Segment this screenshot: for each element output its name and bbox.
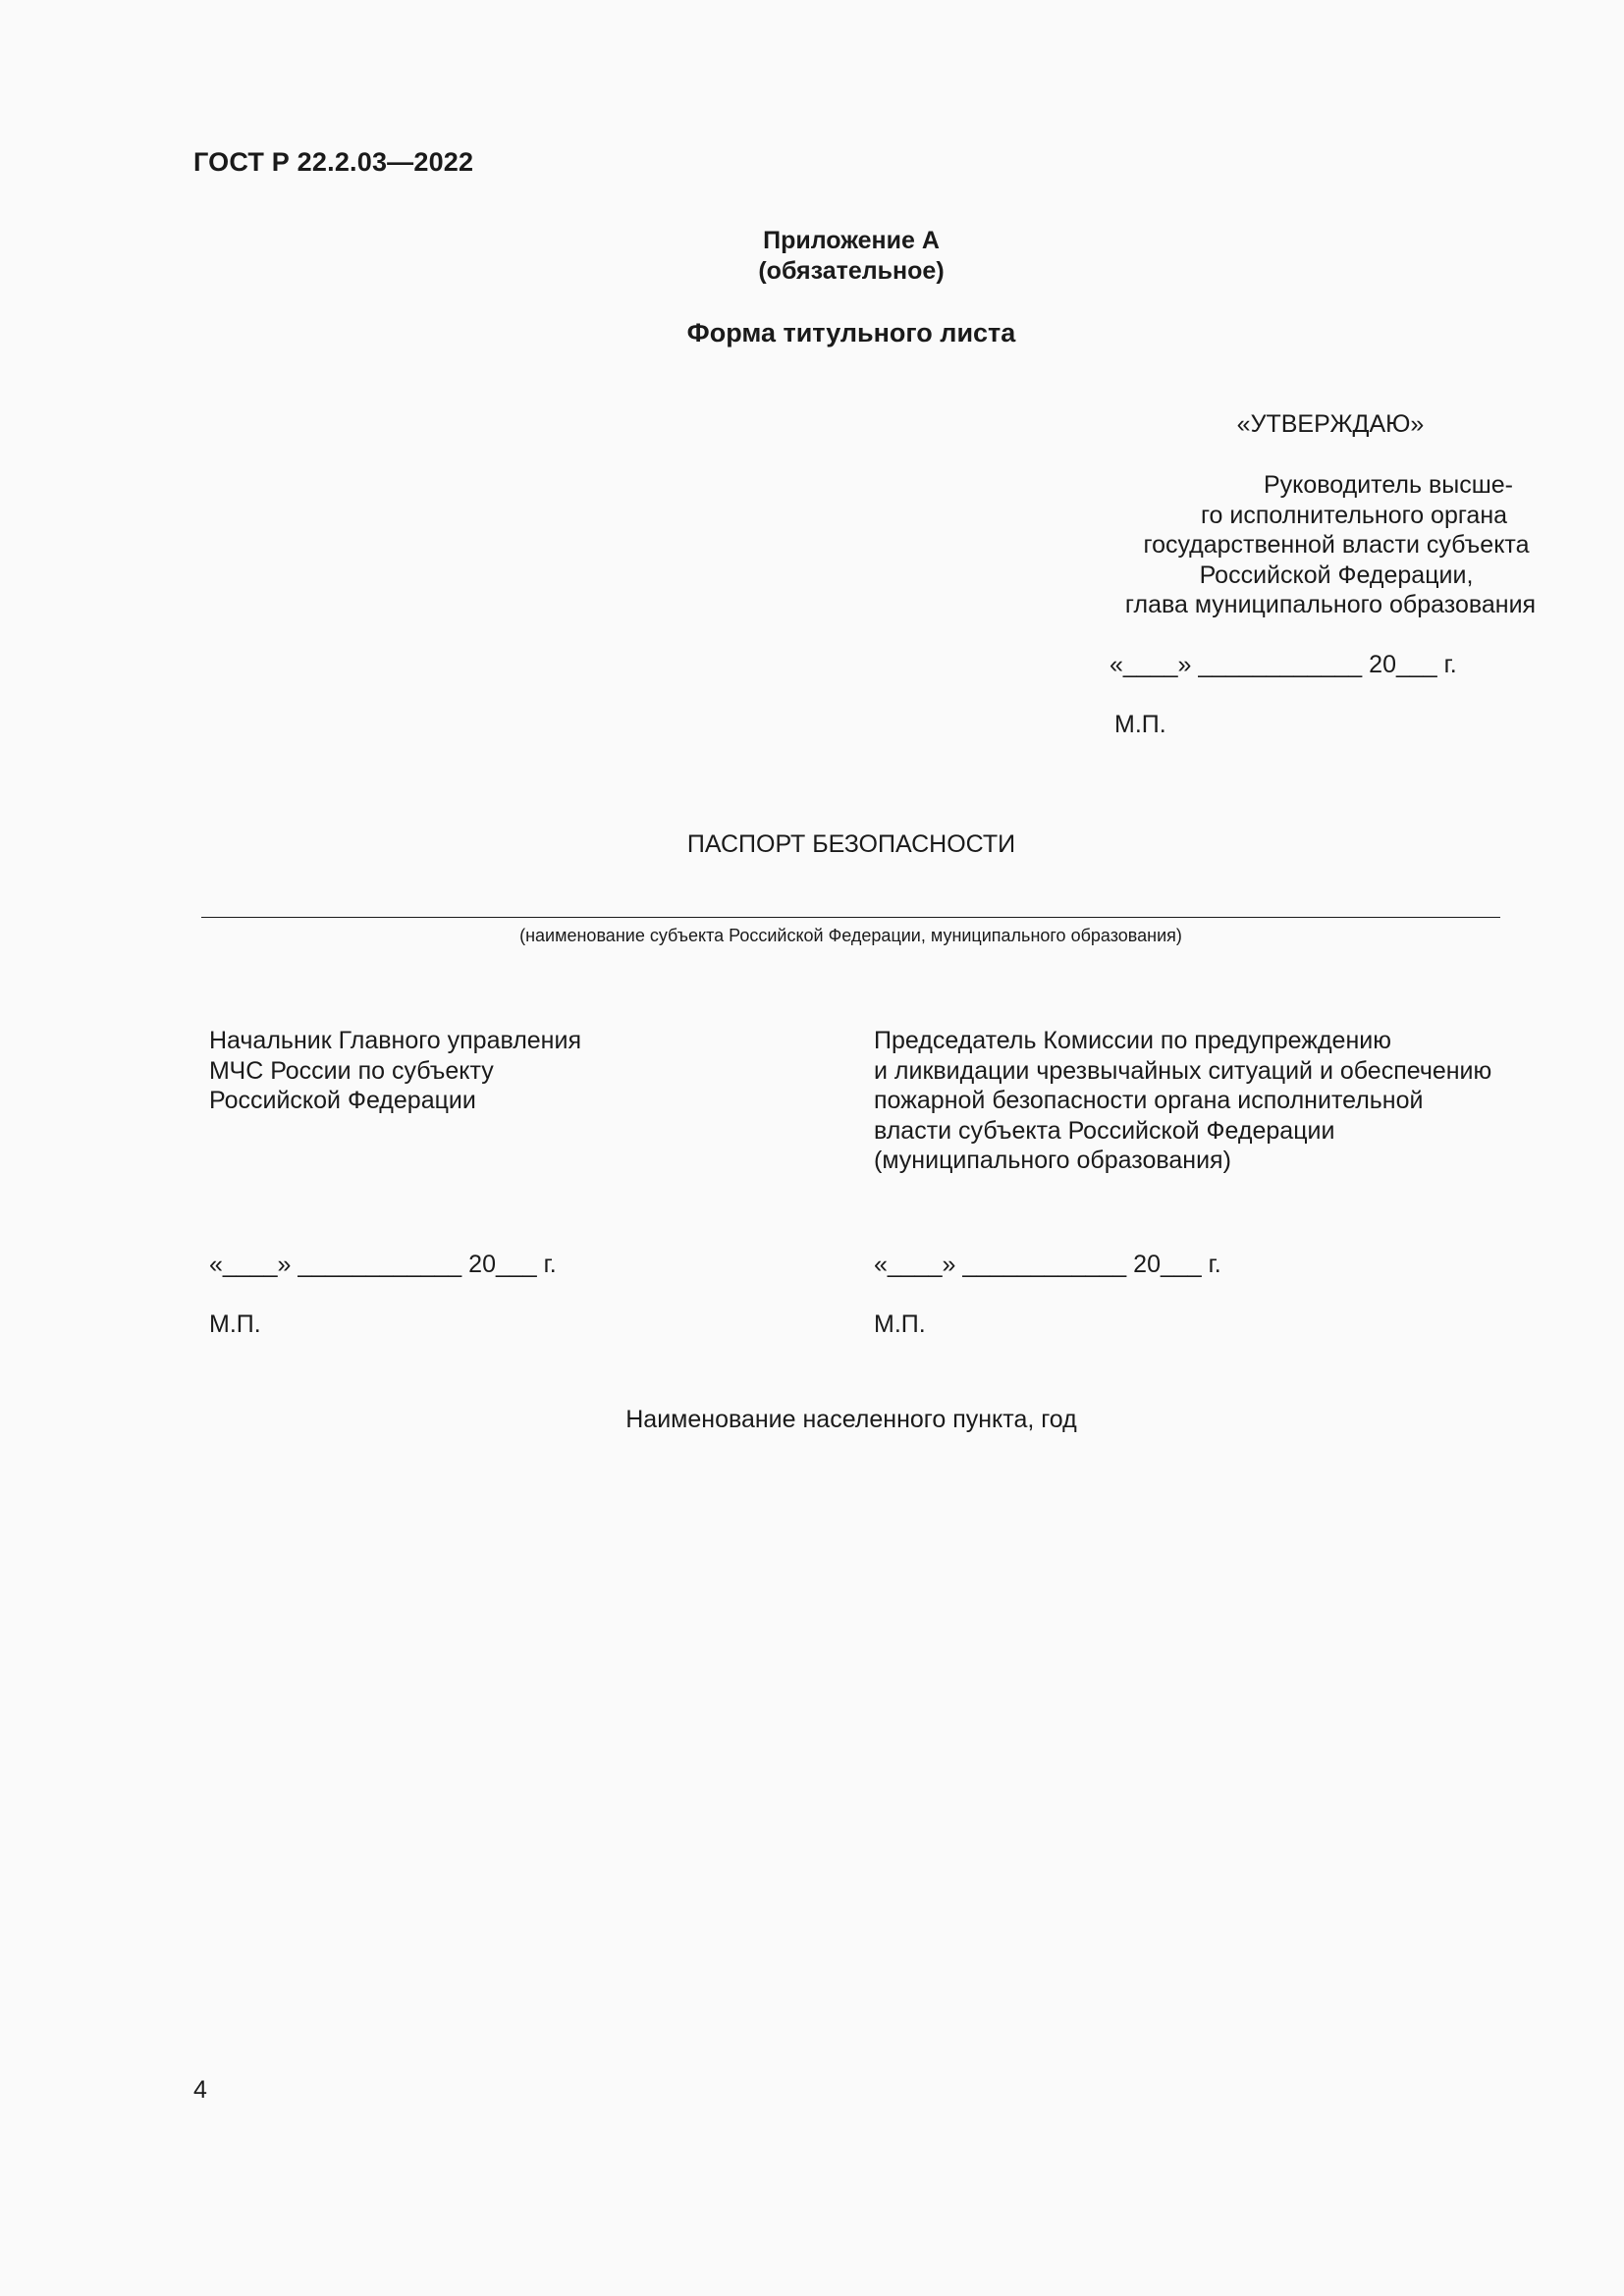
left-seal: М.П. [209, 1310, 261, 1338]
left-signatory-line: МЧС России по субъекту [209, 1056, 494, 1085]
left-signatory-line: Российской Федерации [209, 1087, 476, 1114]
right-seal: М.П. [874, 1310, 926, 1338]
right-signatory-title [874, 1026, 1491, 1176]
subject-name-caption: (наименование субъекта Российской Федерации, муниципального образования) [519, 926, 1182, 945]
approver-line: Руководитель высше- [1263, 471, 1514, 499]
approval-stamp: «УТВЕРЖДАЮ» [1236, 410, 1425, 438]
appendix-label: Приложение А [763, 227, 940, 254]
approver-line: Российской Федерации, [1199, 561, 1474, 589]
right-signatory-line: (муниципального образования) [874, 1147, 1231, 1174]
approval-date-line: «____» ____________ 20___ г. [1110, 651, 1457, 678]
settlement-year: Наименование населенного пункта, год [625, 1406, 1077, 1433]
left-date-line: «____» ____________ 20___ г. [209, 1251, 557, 1278]
right-signatory-line: власти субъекта Российской Федерации [874, 1116, 1335, 1145]
right-signatory-line: и ликвидации чрезвычайных ситуаций и обеспечению [874, 1056, 1492, 1085]
appendix-status: (обязательное) [758, 257, 945, 285]
approver-line: го исполнительного органа [1200, 501, 1508, 529]
document-code: ГОСТ Р 22.2.03—2022 [193, 147, 474, 177]
approver-block [1060, 470, 1600, 620]
right-signatory-line: пожарной безопасности органа исполнительной [874, 1087, 1424, 1114]
approval-seal: М.П. [1114, 711, 1166, 738]
passport-title: ПАСПОРТ БЕЗОПАСНОСТИ [686, 830, 1016, 858]
approver-line: глава муниципального образования [1124, 591, 1537, 618]
approver-line: государственной власти субъекта [1143, 531, 1530, 559]
subject-name-line [201, 917, 1500, 918]
left-signatory-title [209, 1026, 581, 1116]
page-number: 4 [193, 2076, 207, 2104]
right-date-line: «____» ____________ 20___ г. [874, 1251, 1221, 1278]
left-signatory-line: Начальник Главного управления [209, 1027, 581, 1054]
right-signatory-line: Председатель Комиссии по предупреждению [874, 1027, 1391, 1054]
form-title: Форма титульного листа [686, 318, 1016, 347]
appendix-heading [0, 226, 1624, 287]
